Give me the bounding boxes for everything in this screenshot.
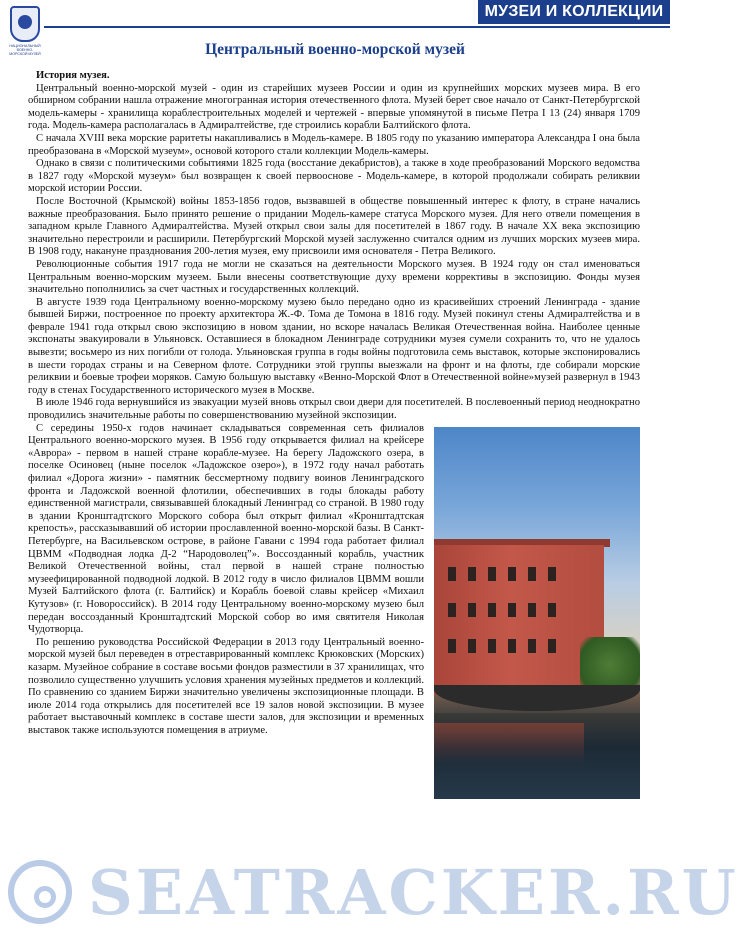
section-label: МУЗЕИ И КОЛЛЕКЦИИ xyxy=(478,0,670,24)
paragraph: Революционные события 1917 года не могли не сказаться на деятельности Морского музея. В 1924 году он стал именоваться Центральным военно-морским музеем. Были внесены соответствующие духу времени коррективы в экспозицию. Фонды музея значительно пополнились за счет частных и государственных коллекций. xyxy=(28,258,640,296)
article-title: Центральный военно-морской музей xyxy=(205,41,465,58)
paragraph: В июле 1946 года вернувшийся из эвакуации музей вновь открыл свои двери для посетителей. В послевоенный период неоднократно проводились значительные работы по совершенствованию музейной экспозиции. xyxy=(28,397,640,422)
paragraph: С середины 1950-х годов начинает складываться современная сеть филиалов Центрального военно-морского музея. В 1956 году открывается филиал на крейсере «Аврора» - первом в нашей стране корабле-музее. На берегу Ладожского озера, в поселке Осиновец (ныне поселок «Ладожское озеро»), в 1972 году начал работать филиал «Дорога жизни» - памятник бессмертному подвигу воинов Ленинградского фронта и Ладожской военной флотилии, обеспечивших в годы блокады работу единственной магистрали, связывавшей блокадный Ленинград со страной. В 1980 году в здании Кронштадтского Морского собора был открыт филиал «Кронштадтская крепость», рассказывавший об истории прославленной военно-морской базы. В Санкт-Петербурге, на Васильевском острове, в районе Гавани с 1994 года работает филиал ЦВММ «Подводная лодка Д-2 “Народоволец”». Воссозданный корабль, участник Великой Отечественной войны, стал первой в нашей стране полностью музеефицированной подводной лодкой. В 2012 году в число филиалов ЦВММ вошли Музей Балтийского флота (г. Балтийск) и Корабль боевой славы крейсер «Михаил Кутузов» (г. Новороссийск). В 2014 году Центральному военно-морскому музею был передан воссозданный Кронштадтский Морской собор во имя святителя Николая Чудотворца. xyxy=(28,422,424,636)
paragraph: После Восточной (Крымской) войны 1853-1856 годов, вызвавшей в обществе повышенный интерес к флоту, в стране начались важные преобразования. Было принято решение о придании Модель-камере статуса Морского музея. Для него отвели помещения в западном крыле Главного Адмиралтейства. Музей открыл свои залы для посетителей в 1867 году. В начале XX века экспозицию значительно перестроили и расширили. Петербургский Морской музей заслуженно считался одним из лучших морских музеев мира. В 1908 году, накануне празднования 200-летия музея, ему присвоили имя основателя - Петра Великого. xyxy=(28,195,640,258)
ship-wheel-icon xyxy=(8,860,72,924)
paragraph: С начала XVIII века морские раритеты накапливались в Модель-камере. В 1805 году по указанию императора Александра I она была преобразована в «Морской музеум», основой которого стали коллекции Модель-камеры. xyxy=(28,132,640,157)
museum-building-photo xyxy=(434,427,640,799)
watermark-text: SEATRACKER.RU xyxy=(88,856,739,929)
paragraph: По решению руководства Российской Федерации в 2013 году Центральный военно-морской музей был переведен в отреставрированный комплекс Крюковских (Морских) казарм. Музейное собрание в составе восьми фондов разместили в 37 хранилищах, что позволило существенно улучшить условия хранения музейных предметов и коллекций. По сравнению со зданием Биржи значительно увеличены экспозиционные площади. В июле 2014 года открылись для посетителей все 19 залов новой экспозиции. В музее работает выставочный комплекс в составе шести залов, для экспозиции и временных выставок также используются помещения в атриуме. xyxy=(28,636,424,736)
paragraph: Однако в связи с политическими событиями 1825 года (восстание декабристов), а также в ходе преобразований Морского ведомства в 1827 году «Морской музеум» был возвращен к своей первооснове - Модель-камере, в которой продолжали собирать реликвии морской истории России. xyxy=(28,158,640,195)
logo-caption: НАЦИОНАЛЬНЫЙ ВОЕННО-МОРСКОЙ МУЗЕЙ xyxy=(9,44,41,56)
paragraph: В августе 1939 года Центральному военно-морскому музею было передано одно из красивейших строений Ленинграда - здание бывшей Биржи, построенное по проекту архитектора Ж.-Ф. Тома де Томона в 1816 году. Музей покинул стены Адмиралтейства и в феврале 1941 года открыл свою экспозицию в новом здании, но вскоре началась Великая Отечественная война. Наиболее ценные экспонаты эвакуировали в Ульяновск. Оставшиеся в блокадном Ленинграде сотрудники музея сумели сохранить то, что не удалось вывезти; восьмеро из них погибли от голода. Ульяновская группа в годы войны подготовила семь выставок, которые экспонировались в шести городах страны и на Северном флоте. Сотрудники этой группы выезжали на фронт и на флоты, где собирали морские реликвии и боевые трофеи моряков. Самую большую выставку «Венно-Морской Флот в Отечественной войне»музей развернул в 1943 году в стенах Государственного исторического музея в Москве. xyxy=(28,296,640,396)
paragraph: Центральный военно-морской музей - один из старейших музеев России и один из крупнейших морских музеев мира. В его обширном собрании нашла отражение многогранная история отечественного флота. Музей берет свое начало от Санкт-Петербургской модель-камеры - хранилища кораблестроительных моделей и чертежей - впервые упомянутой в письме Петра I 13 (24) января 1709 года. Модель-камера располагалась в Адмиралтействе, где строились корабли Балтийского флота. xyxy=(28,82,640,132)
watermark xyxy=(0,848,739,942)
article-subtitle: История музея. xyxy=(36,70,110,81)
article-body xyxy=(28,70,640,801)
museum-emblem-icon xyxy=(10,6,40,42)
header-divider xyxy=(44,26,670,28)
